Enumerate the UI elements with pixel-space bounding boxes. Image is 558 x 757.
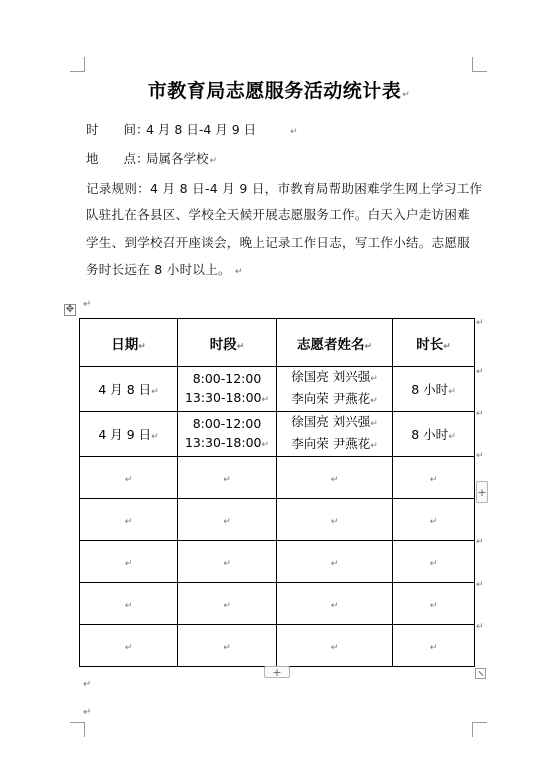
empty-cell[interactable]: ↵ bbox=[277, 625, 393, 667]
table-row-empty bbox=[80, 457, 475, 499]
empty-cell[interactable]: ↵ bbox=[80, 457, 178, 499]
time-label: 时 间： bbox=[86, 122, 149, 137]
place-label: 地 点： bbox=[86, 151, 149, 166]
margin-corner-bottom-right bbox=[472, 722, 487, 737]
rules-line-2[interactable] bbox=[86, 205, 470, 223]
rules-line-3[interactable] bbox=[86, 233, 470, 251]
place-value: 局属各学校 bbox=[146, 151, 209, 166]
move-glyph: ✥ bbox=[65, 304, 75, 315]
cell-date[interactable]: 4 月 9 日↵ bbox=[80, 412, 178, 457]
empty-cell[interactable]: ↵ bbox=[277, 541, 393, 583]
time-value: 4 月 8 日-4 月 9 日 bbox=[146, 122, 257, 137]
add-row-button[interactable] bbox=[264, 666, 290, 678]
cell-volunteer-names[interactable]: 徐国亮 刘兴强↵ 李向荣 尹燕花↵ bbox=[277, 412, 393, 457]
empty-cell[interactable]: ↵ bbox=[178, 457, 277, 499]
plus-icon: + bbox=[272, 665, 282, 679]
header-date[interactable]: 日期↵ bbox=[80, 319, 178, 367]
move-arrows-icon[interactable] bbox=[64, 304, 76, 316]
rules-label: 记录规则： bbox=[86, 181, 151, 196]
empty-cell[interactable]: ↵ bbox=[178, 541, 277, 583]
title-text: 市教育局志愿服务活动统计表 bbox=[147, 80, 402, 102]
empty-cell[interactable]: ↵ bbox=[80, 541, 178, 583]
plus-icon: + bbox=[477, 485, 487, 499]
table-row-empty bbox=[80, 541, 475, 583]
rules-text-2: 队驻扎在各县区、学校全天候开展志愿服务工作。白天入户走访困难 bbox=[86, 207, 471, 222]
empty-cell[interactable]: ↵ bbox=[80, 499, 178, 541]
paragraph-mark: ↵ bbox=[402, 90, 411, 100]
paragraph-mark: ↵ bbox=[290, 127, 298, 137]
rules-line-1[interactable] bbox=[86, 179, 482, 197]
cell-time-slot[interactable]: 8:00-12:00 13:30-18:00↵ bbox=[178, 412, 277, 457]
paragraph-mark: ↵ bbox=[83, 299, 92, 310]
empty-cell[interactable]: ↵ bbox=[393, 583, 475, 625]
add-column-button[interactable] bbox=[476, 481, 488, 503]
margin-corner-top-right bbox=[472, 57, 487, 72]
empty-cell[interactable]: ↵ bbox=[277, 583, 393, 625]
empty-cell[interactable]: ↵ bbox=[80, 583, 178, 625]
row-end-mark: ↵ bbox=[476, 537, 484, 547]
cell-date[interactable]: 4 月 8 日↵ bbox=[80, 367, 178, 412]
rules-text-4: 务时长远在 8 小时以上。 bbox=[86, 262, 231, 277]
place-line[interactable] bbox=[86, 149, 217, 167]
table-header-row bbox=[80, 319, 475, 367]
margin-corner-bottom-left bbox=[70, 722, 85, 737]
row-end-mark: ↵ bbox=[476, 580, 484, 590]
margin-corner-top-left bbox=[70, 57, 85, 72]
empty-cell[interactable]: ↵ bbox=[277, 457, 393, 499]
cell-duration[interactable]: 8 小时↵ bbox=[393, 367, 475, 412]
volunteer-stats-table[interactable] bbox=[79, 318, 475, 667]
row-end-mark: ↵ bbox=[476, 318, 484, 328]
empty-cell[interactable]: ↵ bbox=[393, 625, 475, 667]
header-time-slot[interactable]: 时段↵ bbox=[178, 319, 277, 367]
cell-duration[interactable]: 8 小时↵ bbox=[393, 412, 475, 457]
table-row-empty bbox=[80, 625, 475, 667]
empty-cell[interactable]: ↵ bbox=[178, 625, 277, 667]
table-row-empty bbox=[80, 583, 475, 625]
rules-line-4[interactable] bbox=[86, 260, 243, 278]
row-end-mark: ↵ bbox=[476, 622, 484, 632]
rules-text-3: 学生、到学校召开座谈会，晚上记录工作日志，写工作小结。志愿服 bbox=[86, 235, 471, 250]
paragraph-mark: ↵ bbox=[83, 679, 92, 690]
empty-cell[interactable]: ↵ bbox=[80, 625, 178, 667]
header-volunteer-names[interactable]: 志愿者姓名↵ bbox=[277, 319, 393, 367]
table-row bbox=[80, 412, 475, 457]
empty-cell[interactable]: ↵ bbox=[277, 499, 393, 541]
paragraph-mark: ↵ bbox=[234, 267, 243, 277]
table-row-empty bbox=[80, 499, 475, 541]
rules-text-1: 4 月 8 日-4 月 9 日，市教育局帮助困难学生网上学习工作 bbox=[150, 181, 483, 196]
document-title[interactable] bbox=[0, 76, 558, 103]
resize-diagonal-icon[interactable] bbox=[475, 668, 486, 679]
row-end-mark: ↵ bbox=[476, 451, 484, 461]
time-line[interactable] bbox=[86, 120, 298, 138]
empty-cell[interactable]: ↵ bbox=[393, 541, 475, 583]
row-end-mark: ↵ bbox=[476, 367, 484, 377]
cell-time-slot[interactable]: 8:00-12:00 13:30-18:00↵ bbox=[178, 367, 277, 412]
row-end-mark: ↵ bbox=[476, 409, 484, 419]
paragraph-mark: ↵ bbox=[83, 707, 92, 718]
cell-volunteer-names[interactable]: 徐国亮 刘兴强↵ 李向荣 尹燕花↵ bbox=[277, 367, 393, 412]
empty-cell[interactable]: ↵ bbox=[393, 499, 475, 541]
empty-cell[interactable]: ↵ bbox=[178, 499, 277, 541]
paragraph-mark: ↵ bbox=[209, 156, 218, 166]
header-duration[interactable]: 时长↵ bbox=[393, 319, 475, 367]
empty-cell[interactable]: ↵ bbox=[393, 457, 475, 499]
table-row bbox=[80, 367, 475, 412]
empty-cell[interactable]: ↵ bbox=[178, 583, 277, 625]
